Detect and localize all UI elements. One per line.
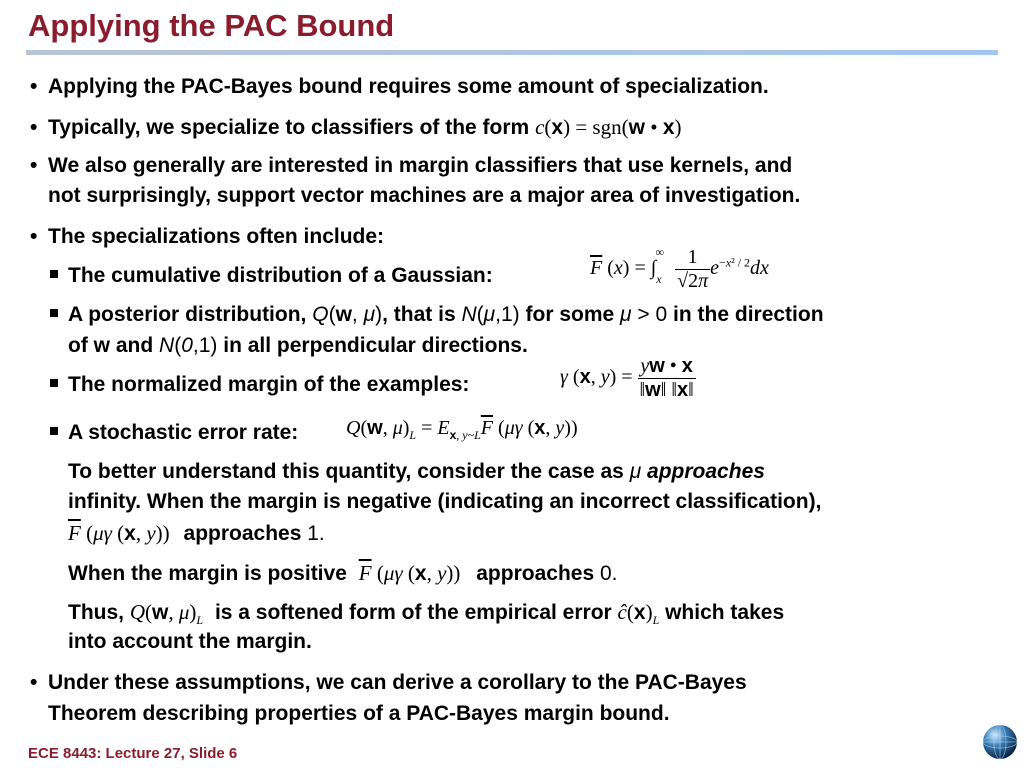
- paragraph-1-line1: [68, 460, 765, 484]
- sub-bullet-2-line2-b: in all perpendicular directions.: [223, 334, 528, 357]
- f-mu-gamma-2: $\overline{F}$ (μγ (x, y)): [358, 561, 461, 585]
- square-bullet: [50, 309, 58, 317]
- bullet-3-line2: not surprisingly, support vector machines are a major area of investigation.: [48, 184, 801, 207]
- sub-bullet-3: [50, 373, 469, 397]
- paragraph-2: [68, 561, 618, 586]
- q-w-mu-l: Q(w, $\mu)_L$: [129, 600, 204, 628]
- paragraph-3-c: which takes: [665, 601, 785, 624]
- bullet-1-text: Applying the PAC-Bayes bound requires some amount of specialization.: [48, 75, 769, 98]
- paragraph-1-line3-a: approaches: [183, 522, 302, 545]
- classifier-equation: c(x) = sgn(w • x): [535, 115, 682, 139]
- f-mu-gamma-1: $\overline{F}$ (μγ (x, y)): [68, 521, 170, 545]
- normal-0-1: N(0,1): [159, 334, 218, 357]
- paragraph-1-line3-b: 1.: [307, 522, 325, 545]
- square-bullet: [50, 270, 58, 278]
- paragraph-2-c: 0.: [599, 562, 618, 585]
- bullet-4-text: The specializations often include:: [48, 225, 385, 248]
- sub-bullet-3-text: The normalized margin of the examples:: [68, 373, 470, 396]
- sub-bullet-2: [50, 303, 824, 327]
- gaussian-cdf-equation: $\overline{F}$ $(x) = \int_x^\infty$ $\frac{1}{√2\pi}$ $e^{-x^2 / 2}dx$: [590, 245, 769, 292]
- sub-bullet-4: [50, 421, 298, 445]
- globe-logo-icon: [980, 722, 1020, 762]
- sub-bullet-2-text-c: for some: [525, 303, 615, 326]
- sub-bullet-1: [50, 264, 493, 288]
- empirical-error: $ĉ(x)_L$: [617, 600, 660, 628]
- paragraph-1-line1-a: To better understand this quantity, consider the case as: [68, 460, 624, 483]
- bullet-4: [30, 225, 384, 249]
- sub-bullet-2-line2: [68, 334, 528, 358]
- square-bullet: [50, 379, 58, 387]
- sub-bullet-2-text-b: , that is: [382, 303, 456, 326]
- paragraph-1-line3: [68, 521, 325, 546]
- normalized-margin-equation: γ (x, y) = $\frac{yw • x}{‖w‖ ‖x‖}$: [560, 355, 694, 401]
- sub-bullet-4-text: A stochastic error rate:: [68, 421, 299, 444]
- sub-bullet-2-line2-a: of w and: [68, 334, 154, 357]
- bullet-dot: •: [30, 75, 38, 98]
- paragraph-3-line1: [68, 600, 784, 628]
- paragraph-1-approaches: approaches: [647, 460, 765, 483]
- bullet-dot: •: [30, 225, 38, 248]
- bullet-5-line1: Under these assumptions, we can derive a corollary to the PAC-Bayes: [48, 671, 747, 694]
- bullet-dot: •: [30, 116, 38, 139]
- paragraph-3-b: is a softened form of the empirical error: [214, 601, 612, 624]
- bullet-dot: •: [30, 671, 38, 694]
- slide-footer: ECE 8443: Lecture 27, Slide 6: [28, 745, 238, 762]
- bullet-3-line1: We also generally are interested in margin classifiers that use kernels, and: [48, 154, 793, 177]
- normal-mu-1: N(μ,1): [461, 303, 520, 326]
- paragraph-1-line2: infinity. When the margin is negative (indicating an incorrect classification),: [68, 490, 822, 513]
- stochastic-error-equation: Q(w, $\mu)_L = E_{x, y\sim L}\overline{F}$ (μγ (x, y)): [346, 417, 578, 442]
- bullet-1: [30, 75, 769, 99]
- bullet-2: [30, 115, 682, 140]
- sub-bullet-2-text-d: in the direction: [673, 303, 824, 326]
- bullet-3: [30, 154, 792, 178]
- paragraph-2-b: approaches: [476, 562, 595, 585]
- title-rule: [26, 50, 998, 55]
- slide-title: Applying the PAC Bound: [28, 8, 395, 43]
- posterior-q: Q(w, μ): [312, 303, 383, 326]
- mu-positive: μ > 0: [620, 303, 668, 326]
- bullet-dot: •: [30, 154, 38, 177]
- paragraph-2-a: When the margin is positive: [68, 562, 347, 585]
- bullet-5: [30, 671, 747, 695]
- bullet-5-line2: Theorem describing properties of a PAC-Bayes margin bound.: [48, 702, 670, 725]
- mu-symbol: μ: [629, 460, 642, 483]
- sub-bullet-2-text-a: A posterior distribution,: [68, 303, 307, 326]
- paragraph-3-line2: into account the margin.: [68, 630, 312, 653]
- bullet-2-text: Typically, we specialize to classifiers of the form: [48, 116, 530, 139]
- sub-bullet-1-text: The cumulative distribution of a Gaussian:: [68, 264, 493, 287]
- paragraph-3-a: Thus,: [68, 601, 124, 624]
- square-bullet: [50, 427, 58, 435]
